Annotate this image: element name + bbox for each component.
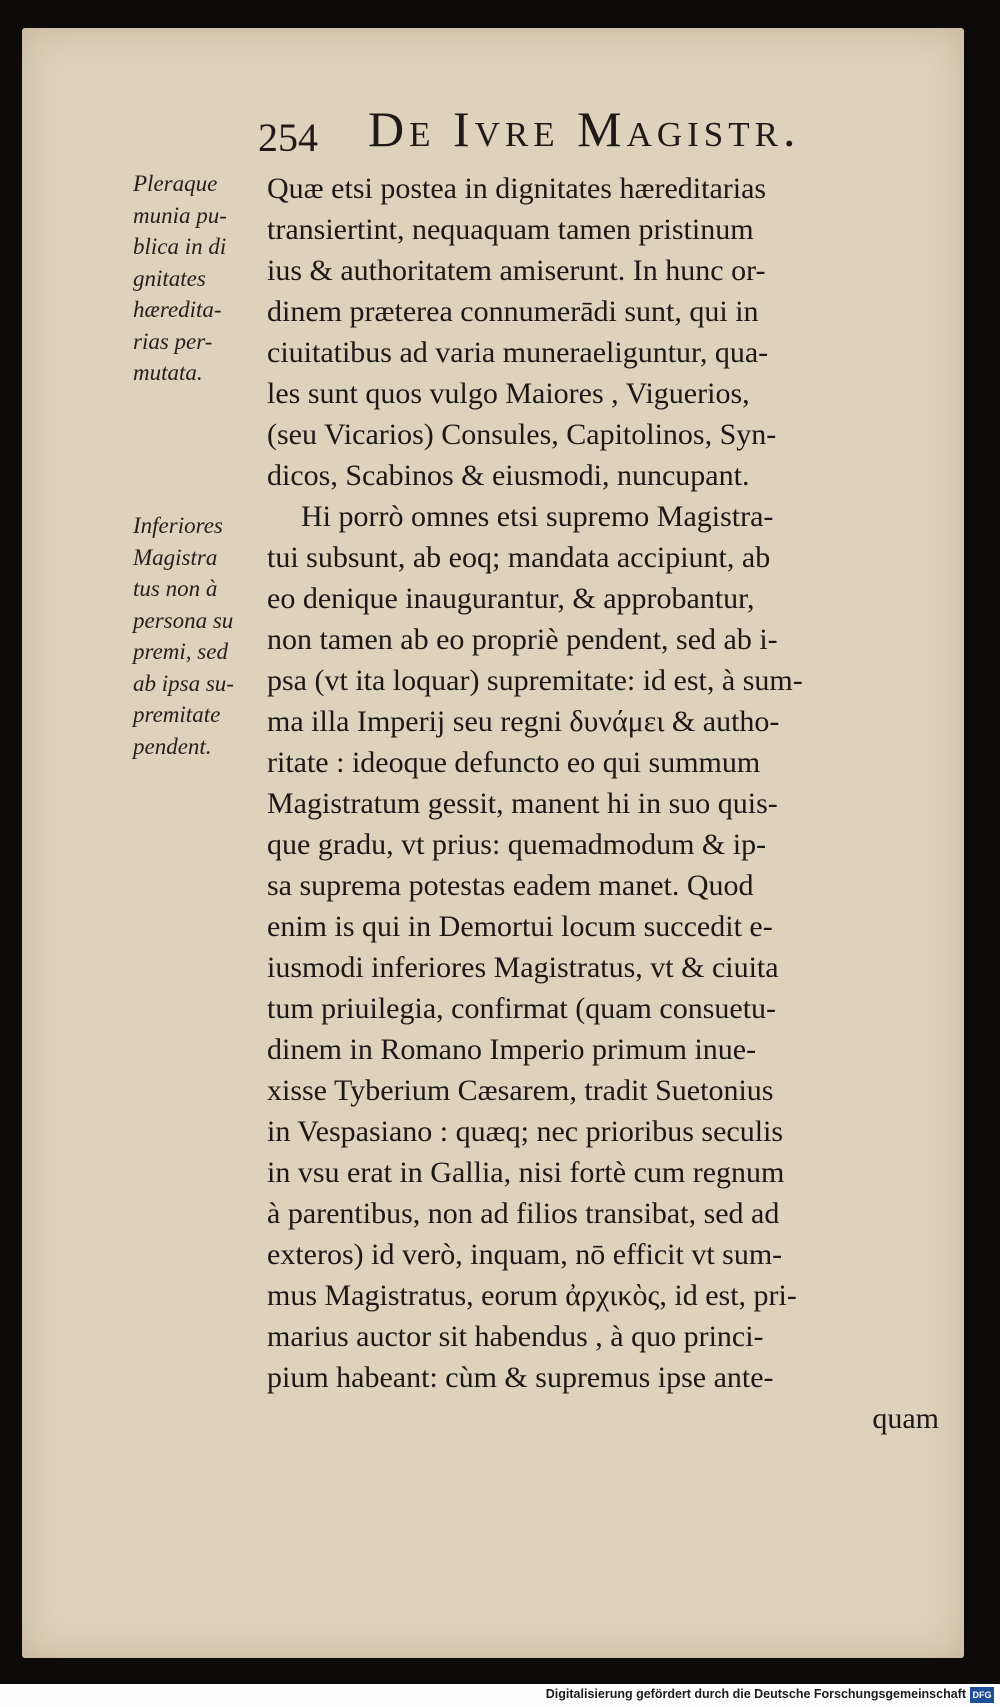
text-line: dinem præterea connumerādi sunt, qui in: [267, 295, 759, 328]
text-line: à parentibus, non ad filios transibat, sed ad: [267, 1197, 780, 1230]
text-line: Quæ etsi postea in dignitates hæreditarias: [267, 172, 767, 205]
dfg-logo-icon: DFG: [970, 1687, 994, 1703]
text-line: les sunt quos vulgo Maiores , Viguerios,: [267, 377, 750, 410]
text-line: Hi porrò omnes etsi supremo Magistra-: [301, 500, 774, 533]
margin-note-1: [133, 168, 263, 389]
margin-note-line: pendent.: [133, 733, 212, 759]
margin-note-line: gnitates: [133, 265, 206, 291]
margin-note-line: tus non à: [133, 576, 218, 601]
margin-note-line: ab ipsa su-: [133, 670, 234, 696]
margin-note-line: rias per-: [133, 328, 213, 354]
page-number: 254: [258, 115, 318, 160]
text-line: non tamen ab eo propriè pendent, sed ab i-: [267, 623, 778, 656]
text-line: in Vespasiano : quæq; nec prioribus seculis: [267, 1115, 784, 1148]
text-line: pium habeant: cùm & supremus ipse ante-: [267, 1361, 774, 1394]
text-line: dinem in Romano Imperio primum inue-: [267, 1033, 757, 1066]
margin-note-line: Magistra: [133, 544, 218, 570]
margin-note-line: premi, sed: [133, 639, 228, 664]
text-line: ma illa Imperij seu regni δυνάμει & autho-: [267, 705, 780, 738]
text-line: que gradu, vt prius: quemadmodum & ip-: [267, 828, 767, 861]
margin-note-line: hæredita-: [133, 297, 222, 322]
text-line: Magistratum gessit, manent hi in suo quis-: [267, 787, 778, 820]
page-header: [258, 100, 938, 164]
text-line: (seu Vicarios) Consules, Capitolinos, Syn-: [267, 418, 777, 451]
margin-note-line: munia pu-: [133, 202, 227, 228]
text-line: sa suprema potestas eadem manet. Quod: [267, 869, 754, 902]
margin-note-line: mutata.: [133, 360, 203, 385]
margin-note-line: Inferiores: [133, 513, 223, 538]
margin-note-line: premitate: [133, 702, 221, 727]
text-line: in vsu erat in Gallia, nisi fortè cum regnum: [267, 1156, 785, 1189]
text-line: eo denique inaugurantur, & approbantur,: [267, 582, 755, 615]
text-line: mus Magistratus, eorum ἀρχικὸς, id est, pri-: [267, 1279, 797, 1312]
text-line: dicos, Scabinos & eiusmodi, nuncupant.: [267, 459, 750, 492]
margin-note-line: blica in di: [133, 234, 227, 259]
margin-note-line: Pleraque: [133, 171, 218, 196]
margin-note-line: persona su: [133, 607, 234, 633]
text-line: iusmodi inferiores Magistratus, vt & ciuita: [267, 951, 779, 984]
running-title: De Ivre Magistr.: [368, 101, 801, 157]
catchword: quam: [872, 1402, 939, 1435]
text-line: ius & authoritatem amiserunt. In hunc or-: [267, 254, 766, 287]
funding-credit: Digitalisierung gefördert durch die Deutsche Forschungsgemeinschaft: [545, 1687, 966, 1701]
text-line: enim is qui in Demortui locum succedit e-: [267, 910, 773, 943]
text-line: ciuitatibus ad varia muneraeliguntur, qua-: [267, 336, 769, 369]
text-line: ritate : ideoque defuncto eo qui summum: [267, 746, 761, 779]
text-line: psa (vt ita loquar) supremitate: id est, à sum-: [267, 664, 803, 697]
text-line: xisse Tyberium Cæsarem, tradit Suetonius: [267, 1074, 774, 1107]
text-line: marius auctor sit habendus , à quo princi-: [267, 1320, 764, 1353]
text-line: exteros) id verò, inquam, nō efficit vt sum-: [267, 1238, 783, 1271]
footer-strip: [0, 1684, 1000, 1707]
body-text: [267, 168, 939, 1439]
text-line: tui subsunt, ab eoq; mandata accipiunt, ab: [267, 541, 771, 574]
margin-note-2: [133, 510, 263, 762]
text-line: transiertint, nequaquam tamen pristinum: [267, 213, 754, 246]
text-line: tum priuilegia, confirmat (quam consuetu-: [267, 992, 777, 1025]
